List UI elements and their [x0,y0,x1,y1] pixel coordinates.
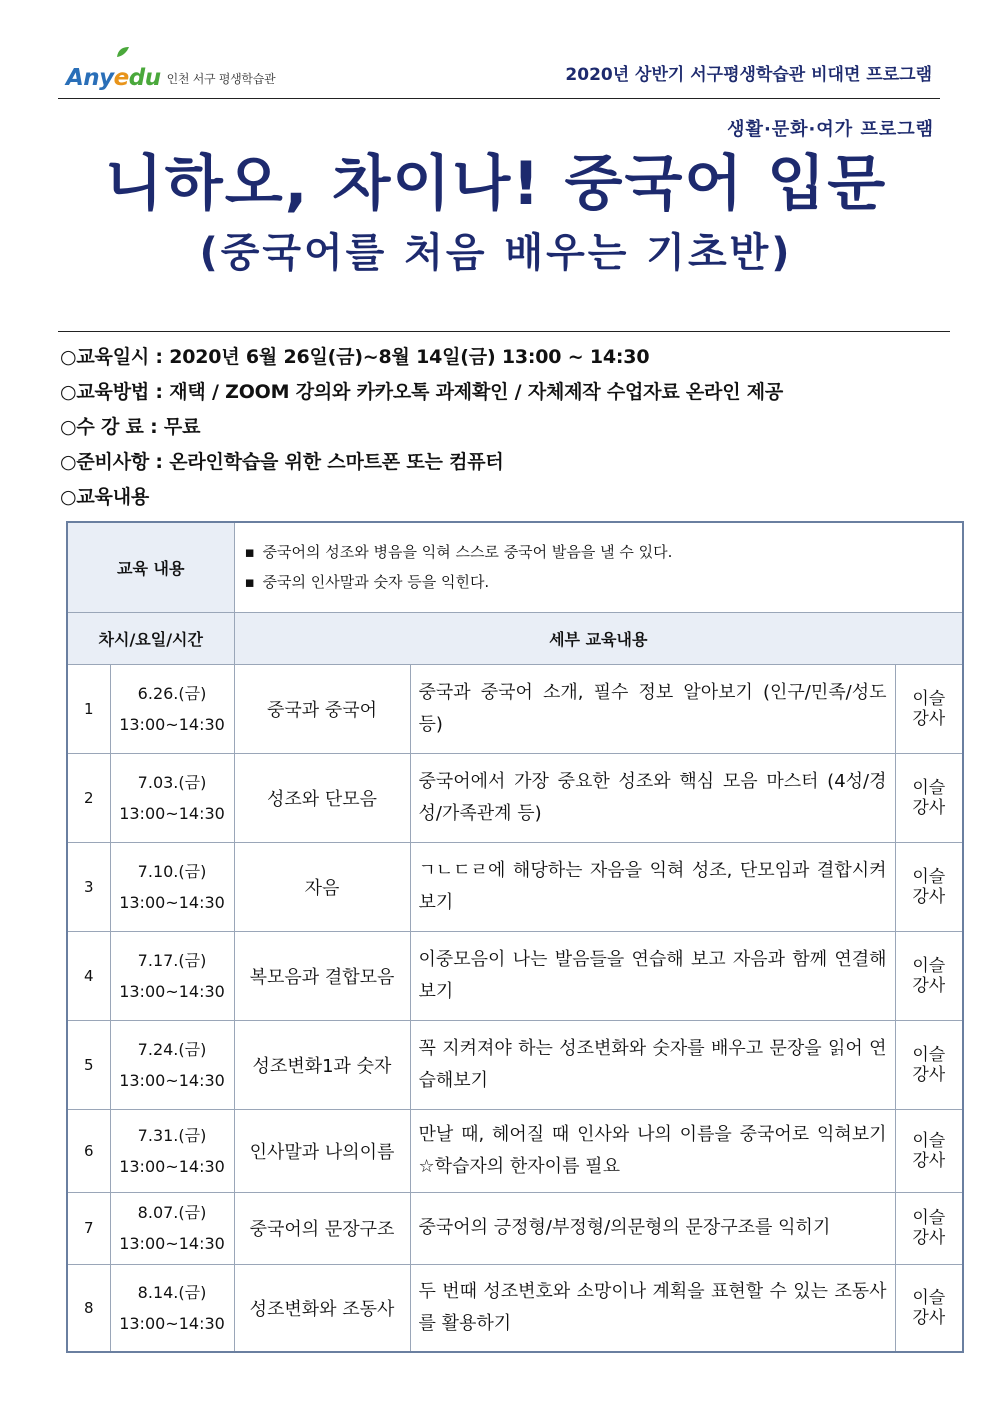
goal-row [67,522,963,612]
session-datetime [110,1192,234,1264]
session-number: 6 [67,1109,110,1192]
circle-bullet-icon: ○ [60,381,77,403]
title-divider [58,331,950,332]
session-date: 7.31.(금) [137,1125,207,1145]
session-date: 8.14.(금) [137,1282,207,1302]
session-date: 6.26.(금) [137,683,207,703]
session-teacher [895,664,963,753]
info-fee [60,410,783,445]
teacher-title: 강사 [912,1307,946,1328]
circle-bullet-icon: ○ [60,346,77,368]
teacher-name: 이슬 [912,1287,946,1308]
session-topic: 자음 [234,842,410,931]
curriculum-table [66,521,964,1353]
teacher-name: 이슬 [912,1130,946,1151]
square-bullet-icon: ▪ [244,543,255,562]
table-header-row [67,612,963,664]
session-date: 7.24.(금) [137,1039,207,1059]
session-date: 8.07.(금) [137,1203,207,1222]
session-number: 2 [67,753,110,842]
session-topic: 성조변화1과 숫자 [234,1020,410,1109]
session-number: 1 [67,664,110,753]
session-date: 7.03.(금) [137,772,207,792]
teacher-name: 이슬 [912,688,946,709]
circle-bullet-icon: ○ [60,416,77,438]
circle-bullet-icon: ○ [60,451,77,473]
session-detail: 이중모음이 나는 발음들을 연습해 보고 자음과 함께 연결해 보기 [410,931,895,1020]
column-header-session: 차시/요일/시간 [67,612,234,664]
session-teacher [895,931,963,1020]
session-time: 13:00~14:30 [119,1313,225,1333]
table-row [67,664,963,753]
program-series: 2020년 상반기 서구평생학습관 비대면 프로그램 [565,65,932,85]
info-value: 무료 [163,416,201,438]
session-number: 4 [67,931,110,1020]
session-detail: 중국어에서 가장 중요한 성조와 핵심 모음 마스터 (4성/경성/가족관계 등) [410,753,895,842]
session-detail: 만날 때, 헤어질 때 인사와 나의 이름을 중국어로 익혀보기 ☆학습자의 한자이름 필요 [410,1109,895,1192]
session-topic: 복모음과 결합모음 [234,931,410,1020]
session-datetime [110,1109,234,1192]
goal-header: 교육 내용 [67,522,234,612]
table-row [67,1020,963,1109]
session-datetime [110,664,234,753]
info-label: 수 강 료 : [76,416,164,438]
session-detail: 두 번때 성조변호와 소망이나 계획을 표현할 수 있는 조동사를 활용하기 [410,1264,895,1352]
session-teacher [895,753,963,842]
logo-org-name: 인천 서구 평생학습관 [166,72,276,86]
teacher-title: 강사 [912,797,946,818]
column-header-detail: 세부 교육내용 [234,612,963,664]
session-number: 8 [67,1264,110,1352]
table-row [67,753,963,842]
session-time: 13:00~14:30 [119,1234,225,1253]
session-topic: 성조와 단모음 [234,753,410,842]
info-contents [60,480,783,515]
leaf-icon [116,46,130,58]
session-detail: 꼭 지켜져야 하는 성조변화와 숫자를 배우고 문장을 읽어 연습해보기 [410,1020,895,1109]
session-time: 13:00~14:30 [119,1156,225,1176]
teacher-title: 강사 [912,1064,946,1085]
header-divider [58,98,940,99]
session-datetime [110,931,234,1020]
info-schedule [60,340,783,375]
table-row [67,842,963,931]
square-bullet-icon: ▪ [244,573,255,592]
session-date: 7.10.(금) [137,861,207,881]
teacher-name: 이슬 [912,777,946,798]
goal-list [234,522,963,612]
session-datetime [110,1264,234,1352]
circle-bullet-icon: ○ [60,486,77,508]
session-detail: 중국어의 긍정형/부정형/의문형의 문장구조를 익히기 [410,1192,895,1264]
session-time: 13:00~14:30 [119,892,225,912]
teacher-title: 강사 [912,708,946,729]
teacher-title: 강사 [912,975,946,996]
info-label: 교육일시 : [76,346,170,368]
session-time: 13:00~14:30 [119,1070,225,1090]
info-value: 재택 / ZOOM 강의와 카카오톡 과제확인 / 자체제작 수업자료 온라인 제공 [169,381,784,403]
info-label: 준비사항 : [76,451,170,473]
session-topic: 중국과 중국어 [234,664,410,753]
teacher-name: 이슬 [912,1044,946,1065]
teacher-title: 강사 [912,1150,946,1171]
logo-wordmark: Anyedu [66,65,161,91]
info-label: 교육방법 : [76,381,170,403]
teacher-title: 강사 [912,1228,946,1248]
page-subtitle: (중국어를 처음 배우는 기초반) [199,230,793,276]
session-time: 13:00~14:30 [119,803,225,823]
goal-text: 중국의 인사말과 숫자 등을 익힌다. [262,573,490,592]
session-teacher [895,1109,963,1192]
table-row [67,931,963,1020]
teacher-name: 이슬 [912,1208,946,1228]
info-value: 2020년 6월 26일(금)~8월 14일(금) 13:00 ~ 14:30 [169,346,650,368]
teacher-name: 이슬 [912,866,946,887]
session-topic: 중국어의 문장구조 [234,1192,410,1264]
session-number: 3 [67,842,110,931]
session-detail: 중국과 중국어 소개, 필수 정보 알아보기 (인구/민족/성도 등) [410,664,895,753]
session-teacher [895,1264,963,1352]
table-row [67,1264,963,1352]
goal-item [245,537,953,567]
teacher-title: 강사 [912,886,946,907]
session-datetime [110,1020,234,1109]
session-teacher [895,1020,963,1109]
org-logo [66,50,275,90]
session-number: 5 [67,1020,110,1109]
course-info [60,340,783,515]
teacher-name: 이슬 [912,955,946,976]
program-category: 생활·문화·여가 프로그램 [727,119,934,140]
session-topic: 인사말과 나의이름 [234,1109,410,1192]
session-topic: 성조변화와 조동사 [234,1264,410,1352]
info-value: 온라인학습을 위한 스마트폰 또는 컴퓨터 [169,451,504,473]
session-teacher [895,842,963,931]
page-title: 니하오, 차이나! 중국어 입문 [104,149,888,219]
info-preparation [60,445,783,480]
goal-text: 중국어의 성조와 병음을 익혀 스스로 중국어 발음을 낼 수 있다. [262,543,673,562]
session-teacher [895,1192,963,1264]
session-time: 13:00~14:30 [119,714,225,734]
session-number: 7 [67,1192,110,1264]
session-time: 13:00~14:30 [119,981,225,1001]
session-datetime [110,842,234,931]
table-row [67,1192,963,1264]
info-method [60,375,783,410]
goal-item [245,567,953,597]
info-label: 교육내용 [76,486,150,508]
session-datetime [110,753,234,842]
session-detail: ㄱㄴㄷㄹ에 해당하는 자음을 익혀 성조, 단모임과 결합시켜 보기 [410,842,895,931]
session-date: 7.17.(금) [137,950,207,970]
table-row [67,1109,963,1192]
